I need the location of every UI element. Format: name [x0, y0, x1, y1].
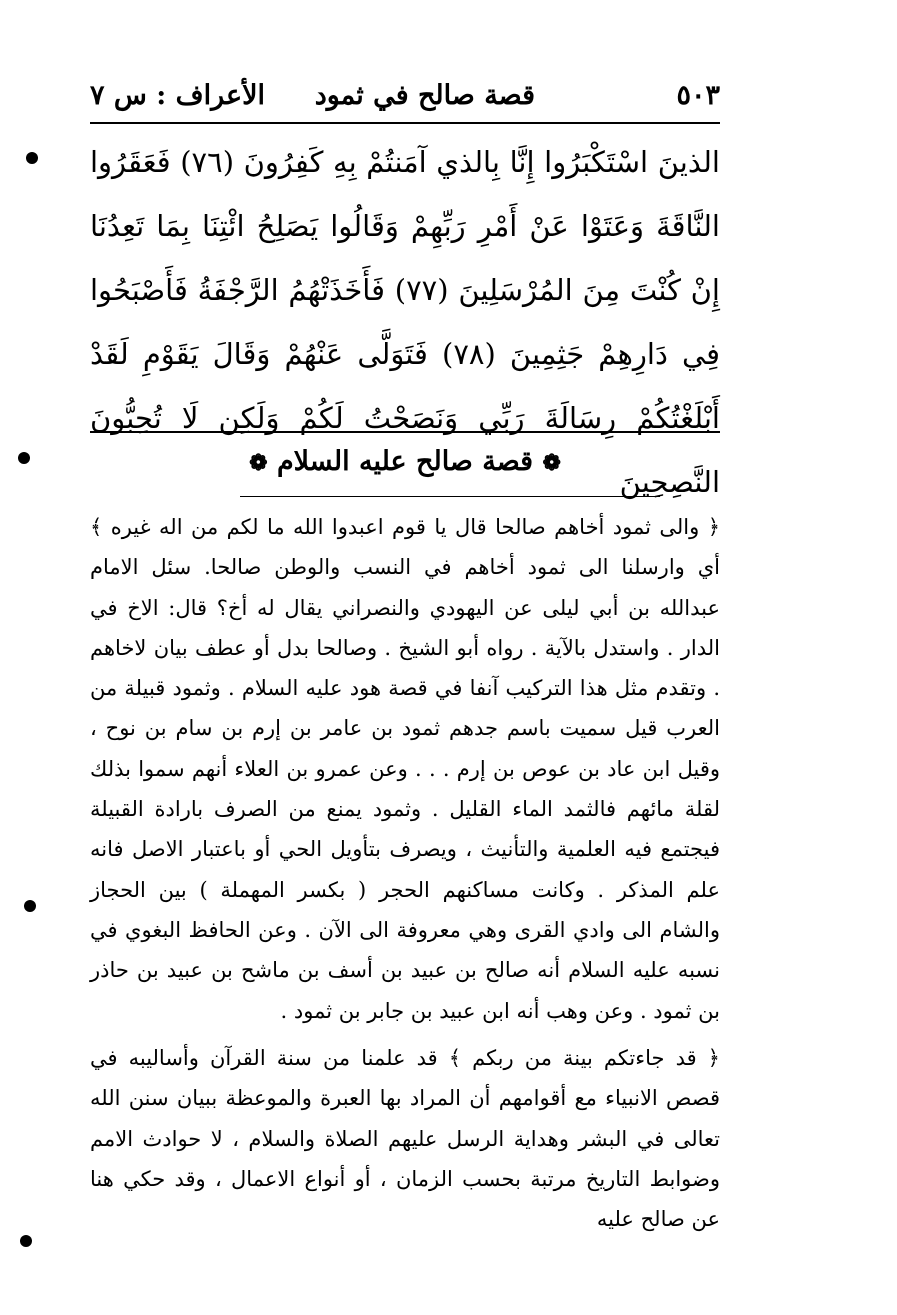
commentary-paragraph: ﴿ والى ثمود أخاهم صالحا قال يا قوم اعبدوا الله ما لكم من اله غيره ﴾ أي وارسلنا الى ثمود أخاهم في النسب والوطن صالحا. سئل الامام عبدالله بن أبي ليلى عن اليهودي والنصراني يقال له أخ؟ قال: الاخ في الدار . واستدل بالآية . رواه أبو الشيخ . وصالحا بدل أو عطف بيان لاخاهم . وتقدم مثل هذا التركيب آنفا في قصة هود عليه السلام . وثمود قبيلة من العرب قيل سميت باسم جدهم ثمود بن عامر بن إرم بن سام بن نوح ، وقيل ابن عاد بن عوص بن إرم . . . وعن عمرو بن العلاء أنهم سموا بذلك لقلة مائهم فالثمد الماء القليل . وثمود يمنع من الصرف بارادة القبيلة فيجتمع فيه العلمية والتأنيث ، ويصرف بتأويل الحي أو باعتبار الاصل فانه علم المذكر . وكانت مساكنهم الحجر ( بكسر المهملة ) بين الحجاز والشام الى وادي القرى وهي معروفة الى الآن . وعن الحافظ البغوي في نسبه عليه السلام أنه صالح بن عبيد بن أسف بن ماشح بن عبيد بن حاذر بن ثمود . وعن وهب أنه ابن عبيد بن جابر بن ثمود . — [90, 515, 720, 1023]
scan-speck — [20, 1235, 32, 1247]
scan-speck — [18, 452, 30, 464]
verse-separator-rule — [90, 431, 720, 433]
scan-speck — [24, 900, 36, 912]
commentary-paragraph: ﴿ قد جاءتكم بينة من ربكم ﴾ قد علمنا من سنة القرآن وأساليبه في قصص الانبياء مع أقوامهم أن المراد بها العبرة والموعظة ببيان سنن الله تعالى في البشر وهداية الرسل عليهم الصلاة والسلام ، لا حوادث الامم وضوابط التاريخ مرتبة بحسب الزمان ، أو أنواع الاعمال ، وقد حكي هنا عن صالح عليه — [90, 1046, 720, 1232]
surah-reference: الأعراف : س ٧ — [90, 80, 266, 111]
section-underline — [240, 496, 660, 497]
floral-ornament-icon: ❁ — [249, 450, 268, 476]
running-title: قصة صالح في ثمود — [314, 80, 535, 111]
page-number: ٥٠٣ — [676, 80, 720, 111]
quran-verses: الذينَ اسْتَكْبَرُوا إِنَّا بِالذي آمَنتُمْ بِهِ كَفِرُونَ (٧٦) فَعَقَرُوا النَّاقَةَ وَعَتَوْا عَنْ أَمْرِ رَبِّهِمْ وَقَالُوا يَصَلِحُ ائْتِنَا بِمَا تَعِدُنَا إِنْ كُنْتَ مِنَ المُرْسَلِينَ (٧٧) فَأَخَذَتْهُمُ الرَّجْفَةُ فَأَصْبَحُوا فِي دَارِهِمْ جَثِمِينَ (٧٨) فَتَوَلَّى عَنْهُمْ وَقَالَ يَقَوْمِ لَقَدْ أَبْلَغْتُكُمْ رِسَالَةَ رَبِّي وَنَصَحْتُ لَكُمْ وَلَكِن لَا تُحِبُّونَ النَّصِحِينَ — [90, 145, 720, 499]
section-heading — [90, 440, 720, 484]
scan-speck — [26, 152, 38, 164]
page-header — [90, 80, 720, 120]
header-rule — [90, 122, 720, 124]
section-title: قصة صالح عليه السلام — [276, 446, 534, 477]
floral-ornament-icon: ❁ — [542, 450, 561, 476]
